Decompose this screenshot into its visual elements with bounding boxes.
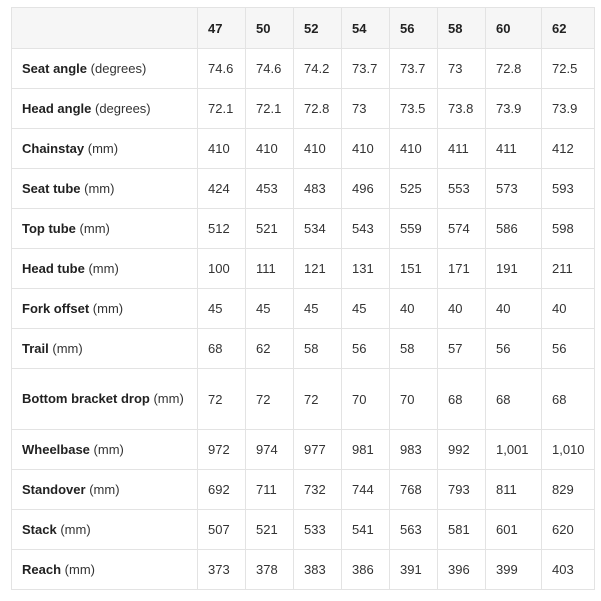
value-cell: 40 [390, 289, 438, 329]
row-label-unit: (mm) [64, 561, 95, 577]
value-cell: 732 [294, 470, 342, 510]
row-label-cell [12, 510, 198, 550]
value-cell: 58 [294, 329, 342, 369]
value-cell: 981 [342, 430, 390, 470]
value-cell: 56 [542, 329, 595, 369]
value-cell: 1,001 [486, 430, 542, 470]
value-cell: 1,010 [542, 430, 595, 470]
row-label-unit: (mm) [84, 180, 115, 196]
header-size-cell: 58 [438, 8, 486, 49]
value-cell: 412 [542, 129, 595, 169]
row-label-name: Head tube [22, 260, 85, 276]
value-cell: 378 [246, 550, 294, 590]
value-cell: 620 [542, 510, 595, 550]
row-label-unit: (mm) [92, 300, 124, 316]
value-cell: 191 [486, 249, 542, 289]
value-cell: 768 [390, 470, 438, 510]
value-cell: 983 [390, 430, 438, 470]
value-cell: 73 [342, 89, 390, 129]
row-label-cell [12, 369, 198, 430]
value-cell: 507 [198, 510, 246, 550]
value-cell: 73.7 [390, 49, 438, 89]
row-label-cell [12, 249, 198, 289]
value-cell: 111 [246, 249, 294, 289]
value-cell: 40 [438, 289, 486, 329]
value-cell: 68 [438, 369, 486, 430]
row-label-cell [12, 209, 198, 249]
row-label-unit: (degrees) [94, 100, 151, 116]
value-cell: 410 [342, 129, 390, 169]
header-size-cell: 52 [294, 8, 342, 49]
row-label-name: Bottom bracket drop [22, 391, 150, 406]
table-row [12, 550, 595, 590]
value-cell: 403 [542, 550, 595, 590]
value-cell: 496 [342, 169, 390, 209]
value-cell: 410 [390, 129, 438, 169]
row-label-name: Top tube [22, 220, 76, 236]
value-cell: 373 [198, 550, 246, 590]
value-cell: 45 [198, 289, 246, 329]
value-cell: 424 [198, 169, 246, 209]
value-cell: 58 [390, 329, 438, 369]
header-size-cell: 60 [486, 8, 542, 49]
row-label-cell [12, 169, 198, 209]
table-header [12, 8, 595, 49]
row-label-unit: (mm) [79, 220, 110, 236]
row-label-name: Reach [22, 561, 62, 577]
geometry-table [11, 7, 595, 590]
value-cell: 56 [342, 329, 390, 369]
value-cell: 563 [390, 510, 438, 550]
value-cell: 56 [486, 329, 542, 369]
value-cell: 692 [198, 470, 246, 510]
row-label-name: Trail [22, 340, 49, 356]
value-cell: 793 [438, 470, 486, 510]
value-cell: 534 [294, 209, 342, 249]
value-cell: 73.5 [390, 89, 438, 129]
header-size-cell: 50 [246, 8, 294, 49]
value-cell: 72.5 [542, 49, 595, 89]
value-cell: 171 [438, 249, 486, 289]
value-cell: 593 [542, 169, 595, 209]
value-cell: 396 [438, 550, 486, 590]
row-label-cell [12, 129, 198, 169]
value-cell: 598 [542, 209, 595, 249]
value-cell: 744 [342, 470, 390, 510]
row-label-name: Seat tube [22, 180, 81, 196]
value-cell: 73.8 [438, 89, 486, 129]
value-cell: 72 [246, 369, 294, 430]
header-size-cell: 56 [390, 8, 438, 49]
value-cell: 72.8 [294, 89, 342, 129]
value-cell: 121 [294, 249, 342, 289]
row-label-unit: (mm) [88, 260, 119, 276]
value-cell: 45 [294, 289, 342, 329]
value-cell: 391 [390, 550, 438, 590]
table-body [12, 49, 595, 590]
value-cell: 992 [438, 430, 486, 470]
value-cell: 74.2 [294, 49, 342, 89]
value-cell: 399 [486, 550, 542, 590]
row-label-name: Fork offset [22, 300, 90, 316]
value-cell: 521 [246, 510, 294, 550]
row-label-name: Wheelbase [22, 441, 90, 457]
row-label-cell [12, 49, 198, 89]
header-size-cell: 47 [198, 8, 246, 49]
value-cell: 72.1 [246, 89, 294, 129]
value-cell: 977 [294, 430, 342, 470]
value-cell: 586 [486, 209, 542, 249]
value-cell: 68 [542, 369, 595, 430]
value-cell: 100 [198, 249, 246, 289]
table-row [12, 430, 595, 470]
value-cell: 410 [198, 129, 246, 169]
row-label-name: Stack [22, 521, 57, 537]
value-cell: 711 [246, 470, 294, 510]
row-label-unit: (mm) [52, 340, 83, 356]
value-cell: 151 [390, 249, 438, 289]
value-cell: 57 [438, 329, 486, 369]
value-cell: 386 [342, 550, 390, 590]
row-label-unit: (mm) [153, 391, 184, 406]
row-label-name: Seat angle [22, 60, 88, 76]
header-corner-cell [12, 8, 198, 49]
row-label-unit: (mm) [60, 521, 91, 537]
value-cell: 72 [294, 369, 342, 430]
row-label-cell [12, 470, 198, 510]
row-label-cell [12, 329, 198, 369]
value-cell: 525 [390, 169, 438, 209]
value-cell: 70 [342, 369, 390, 430]
row-label-cell [12, 289, 198, 329]
row-label-name: Head angle [22, 100, 92, 116]
value-cell: 573 [486, 169, 542, 209]
value-cell: 410 [246, 129, 294, 169]
value-cell: 533 [294, 510, 342, 550]
value-cell: 73.9 [486, 89, 542, 129]
row-label-unit: (mm) [89, 481, 120, 497]
row-label-unit: (mm) [87, 140, 119, 156]
header-size-cell: 54 [342, 8, 390, 49]
value-cell: 383 [294, 550, 342, 590]
value-cell: 521 [246, 209, 294, 249]
value-cell: 972 [198, 430, 246, 470]
row-label-cell [12, 89, 198, 129]
value-cell: 581 [438, 510, 486, 550]
geometry-table-container [11, 7, 594, 590]
value-cell: 73.9 [542, 89, 595, 129]
row-label-name: Standover [22, 481, 86, 497]
value-cell: 40 [542, 289, 595, 329]
value-cell: 72.1 [198, 89, 246, 129]
row-label-cell [12, 430, 198, 470]
value-cell: 411 [486, 129, 542, 169]
value-cell: 829 [542, 470, 595, 510]
row-label-unit: (degrees) [90, 60, 147, 76]
table-row [12, 249, 595, 289]
value-cell: 73 [438, 49, 486, 89]
value-cell: 574 [438, 209, 486, 249]
value-cell: 974 [246, 430, 294, 470]
table-row [12, 470, 595, 510]
value-cell: 543 [342, 209, 390, 249]
value-cell: 601 [486, 510, 542, 550]
table-row [12, 289, 595, 329]
value-cell: 68 [198, 329, 246, 369]
value-cell: 811 [486, 470, 542, 510]
table-row [12, 209, 595, 249]
value-cell: 211 [542, 249, 595, 289]
value-cell: 73.7 [342, 49, 390, 89]
value-cell: 45 [342, 289, 390, 329]
value-cell: 40 [486, 289, 542, 329]
value-cell: 483 [294, 169, 342, 209]
value-cell: 74.6 [246, 49, 294, 89]
header-size-cell: 62 [542, 8, 595, 49]
value-cell: 410 [294, 129, 342, 169]
table-row [12, 329, 595, 369]
table-row [12, 510, 595, 550]
value-cell: 62 [246, 329, 294, 369]
value-cell: 45 [246, 289, 294, 329]
value-cell: 553 [438, 169, 486, 209]
value-cell: 131 [342, 249, 390, 289]
value-cell: 74.6 [198, 49, 246, 89]
header-row [12, 8, 595, 49]
value-cell: 70 [390, 369, 438, 430]
value-cell: 512 [198, 209, 246, 249]
table-row [12, 89, 595, 129]
value-cell: 541 [342, 510, 390, 550]
row-label-name: Chainstay [22, 140, 85, 156]
value-cell: 559 [390, 209, 438, 249]
table-row [12, 369, 595, 430]
row-label-unit: (mm) [93, 441, 124, 457]
table-row [12, 169, 595, 209]
table-row [12, 129, 595, 169]
value-cell: 68 [486, 369, 542, 430]
value-cell: 453 [246, 169, 294, 209]
value-cell: 72 [198, 369, 246, 430]
row-label-cell [12, 550, 198, 590]
value-cell: 411 [438, 129, 486, 169]
value-cell: 72.8 [486, 49, 542, 89]
table-row [12, 49, 595, 89]
